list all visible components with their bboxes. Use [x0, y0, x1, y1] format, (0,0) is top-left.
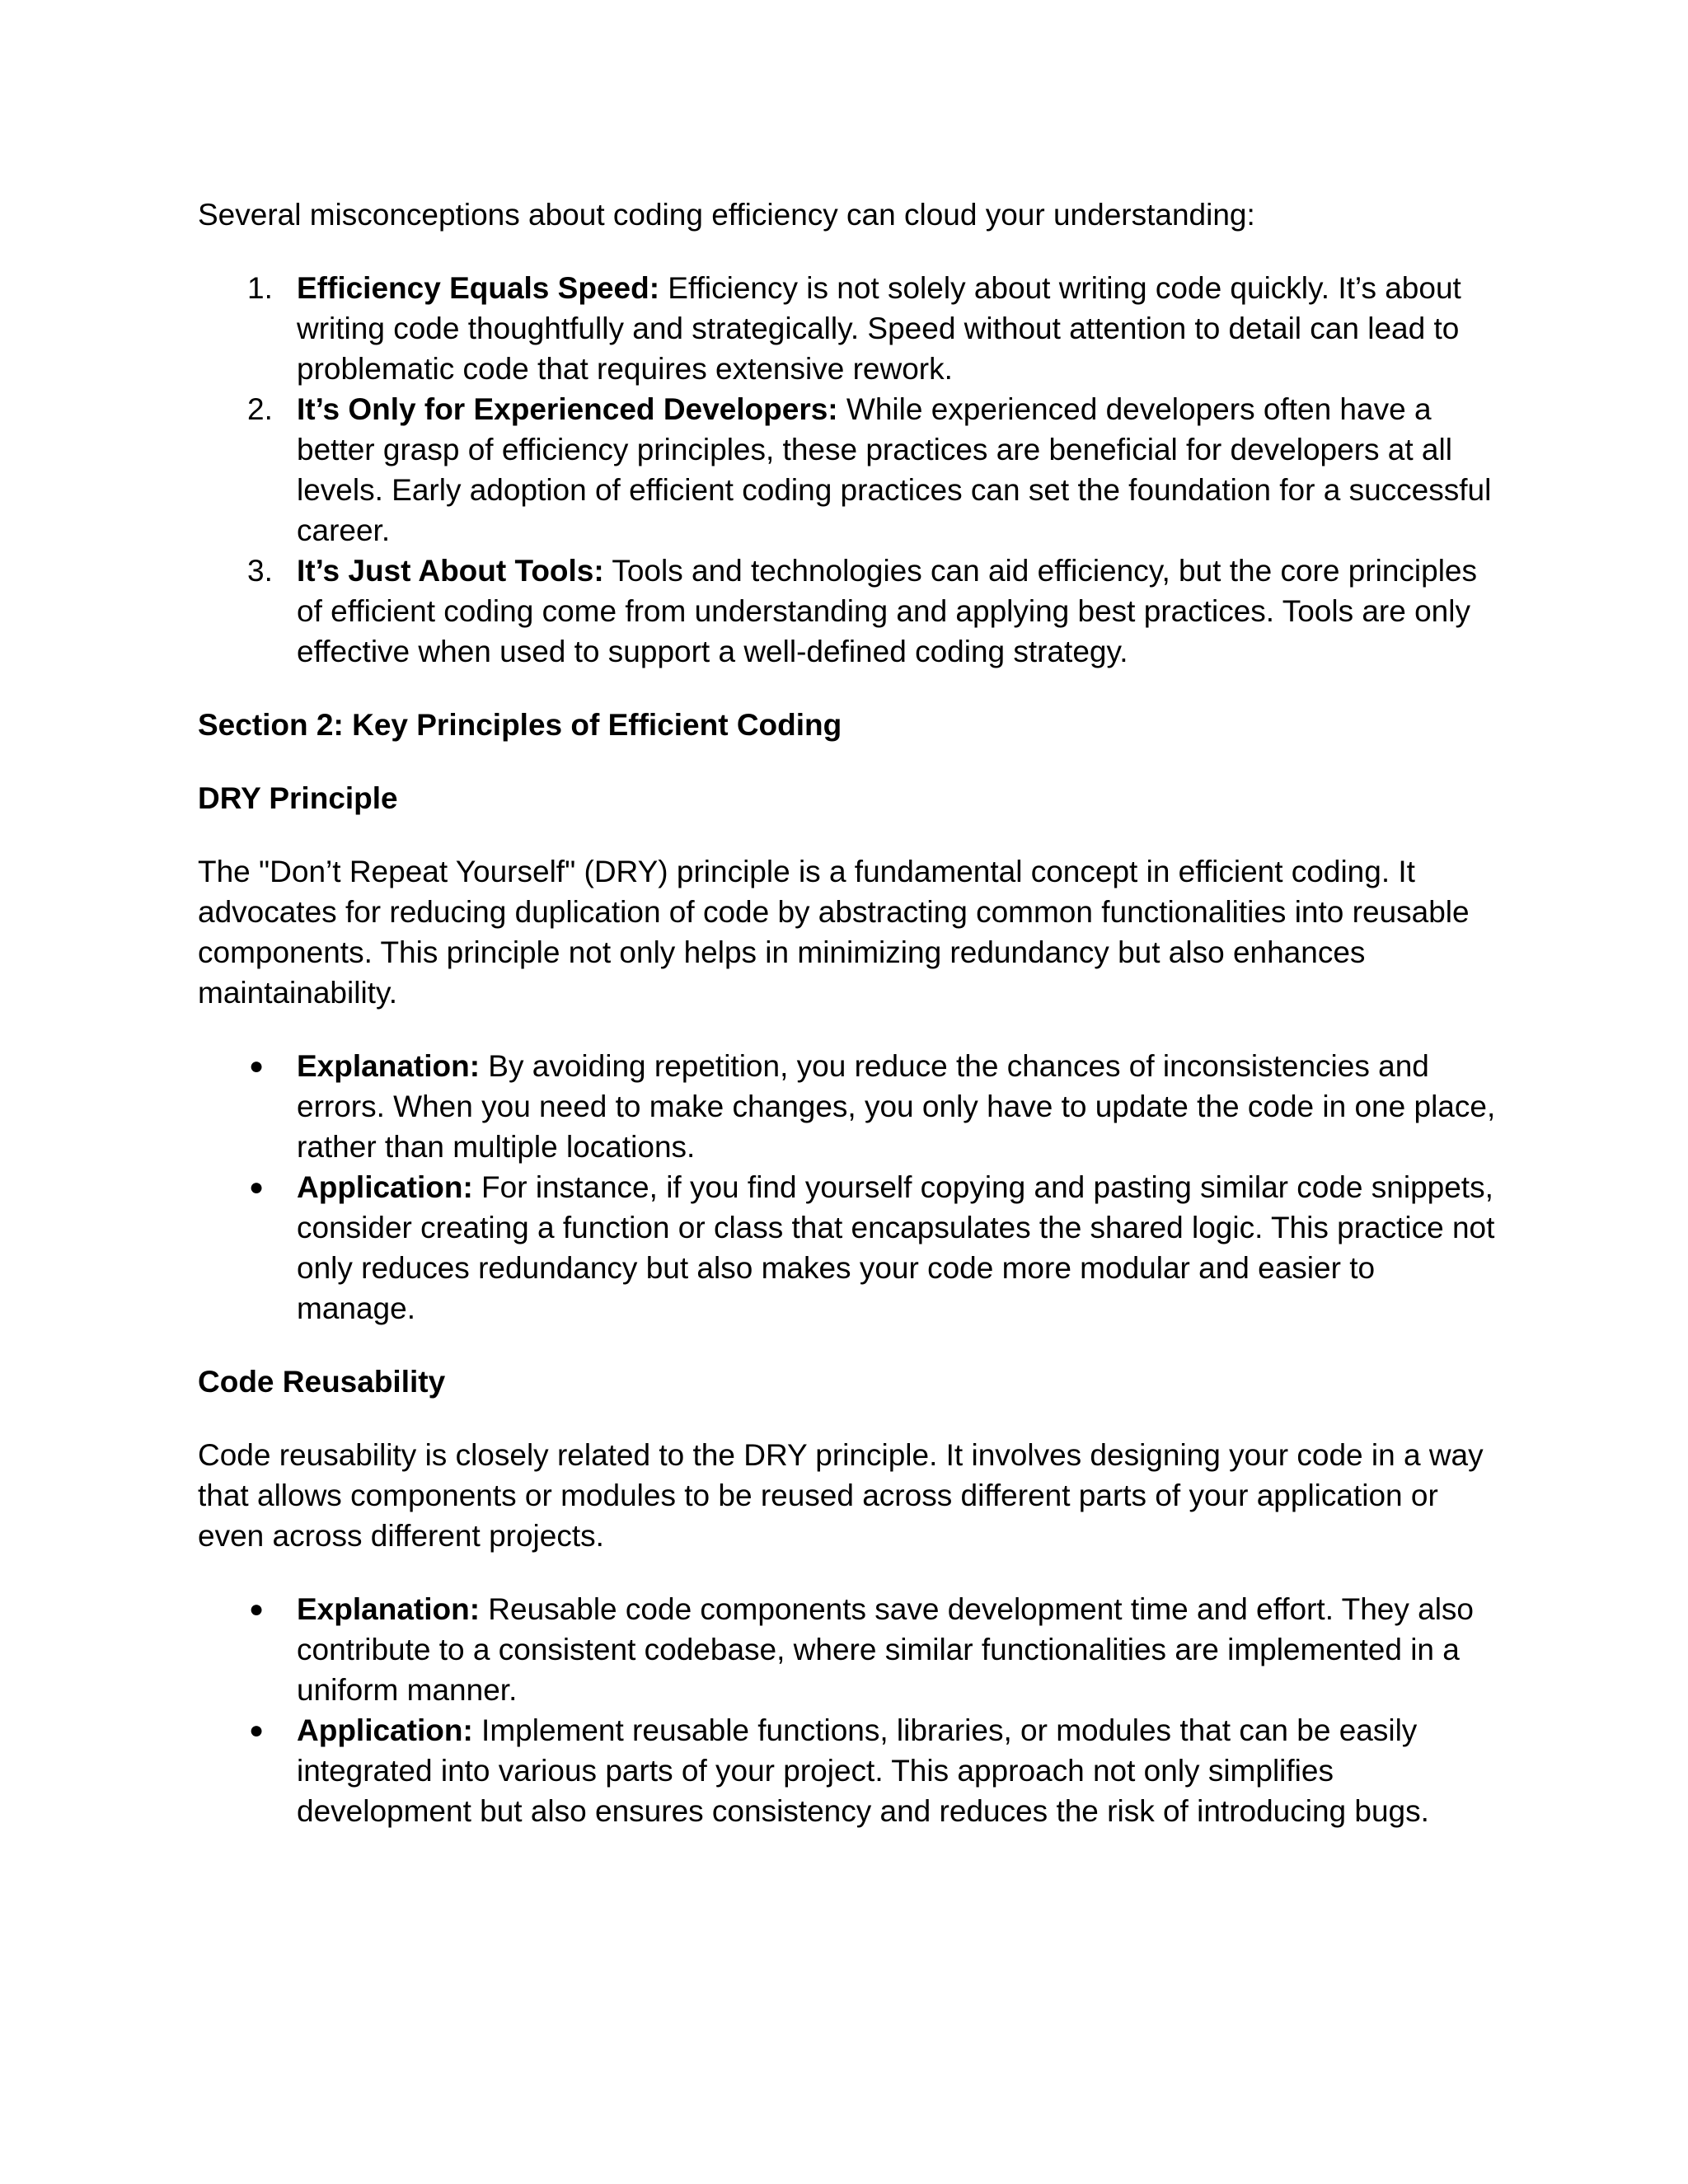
- bullet-marker: ●: [249, 1174, 265, 1201]
- list-item-term: Efficiency Equals Speed:: [297, 271, 660, 305]
- list-item-text: Tools and technologies can aid efficiency, but the core principles of efficient coding come from understanding and applying best practices. Tools are only effective when used to support a well-defined coding strategy.: [297, 554, 1477, 668]
- list-number: 1.: [247, 271, 273, 305]
- list-item: [198, 1589, 1500, 1710]
- list-item-text: While experienced developers often have a better grasp of efficiency principles, these practices are beneficial for developers at all levels. Early adoption of efficient coding practices can set the foundation for a successful career.: [297, 392, 1492, 547]
- bullet-marker: ●: [249, 1596, 265, 1623]
- reusability-paragraph: Code reusability is closely related to the DRY principle. It involves designing your code in a way that allows components or modules to be reused across different parts of your application or even across different projects.: [198, 1438, 1484, 1553]
- list-item-term: It’s Only for Experienced Developers:: [297, 392, 838, 426]
- reusability-bullet-list: [198, 1589, 1500, 1831]
- list-number: 3.: [247, 554, 273, 588]
- section-heading: Section 2: Key Principles of Efficient Coding: [198, 708, 842, 742]
- list-item-term: Application:: [297, 1170, 473, 1204]
- dry-bullet-list: [198, 1046, 1500, 1329]
- list-item-text: By avoiding repetition, you reduce the chances of inconsistencies and errors. When you need to make changes, you only have to update the code in one place, rather than multiple locations.: [297, 1049, 1496, 1164]
- list-item-text: Reusable code components save development time and effort. They also contribute to a consistent codebase, where similar functionalities are implemented in a uniform manner.: [297, 1592, 1474, 1707]
- intro-paragraph: Several misconceptions about coding efficiency can cloud your understanding:: [198, 198, 1255, 232]
- dry-heading: DRY Principle: [198, 781, 398, 815]
- list-item-term: Explanation:: [297, 1049, 481, 1083]
- dry-paragraph: The "Don’t Repeat Yourself" (DRY) principle is a fundamental concept in efficient coding. It advocates for reducing duplication of code by abstracting common functionalities into reusable components. This principle not only helps in minimizing redundancy but also enhances maintainability.: [198, 855, 1470, 1010]
- list-item: [198, 1710, 1500, 1831]
- list-item: [198, 551, 1500, 672]
- list-item: [198, 1046, 1500, 1167]
- list-item: [198, 1167, 1500, 1329]
- reusability-heading: Code Reusability: [198, 1365, 446, 1399]
- misconceptions-list: [198, 268, 1500, 672]
- list-item-term: Explanation:: [297, 1592, 481, 1626]
- list-item-text: For instance, if you find yourself copying and pasting similar code snippets, consider creating a function or class that encapsulates the shared logic. This practice not only reduces redundancy but also makes your code more modular and easier to manage.: [297, 1170, 1495, 1325]
- list-item-text: Efficiency is not solely about writing code quickly. It’s about writing code thoughtfully and strategically. Speed without attention to detail can lead to problematic code that requires extensive rework.: [297, 271, 1461, 386]
- list-item: [198, 268, 1500, 389]
- list-item-text: Implement reusable functions, libraries, or modules that can be easily integrated into various parts of your project. This approach not only simplifies development but also ensures consistency and reduces the risk of introducing bugs.: [297, 1713, 1429, 1828]
- bullet-marker: ●: [249, 1717, 265, 1744]
- list-number: 2.: [247, 392, 273, 426]
- list-item: [198, 389, 1500, 551]
- list-item-term: It’s Just About Tools:: [297, 554, 604, 588]
- bullet-marker: ●: [249, 1052, 265, 1080]
- list-item-term: Application:: [297, 1713, 473, 1747]
- document-body: [198, 194, 1500, 1864]
